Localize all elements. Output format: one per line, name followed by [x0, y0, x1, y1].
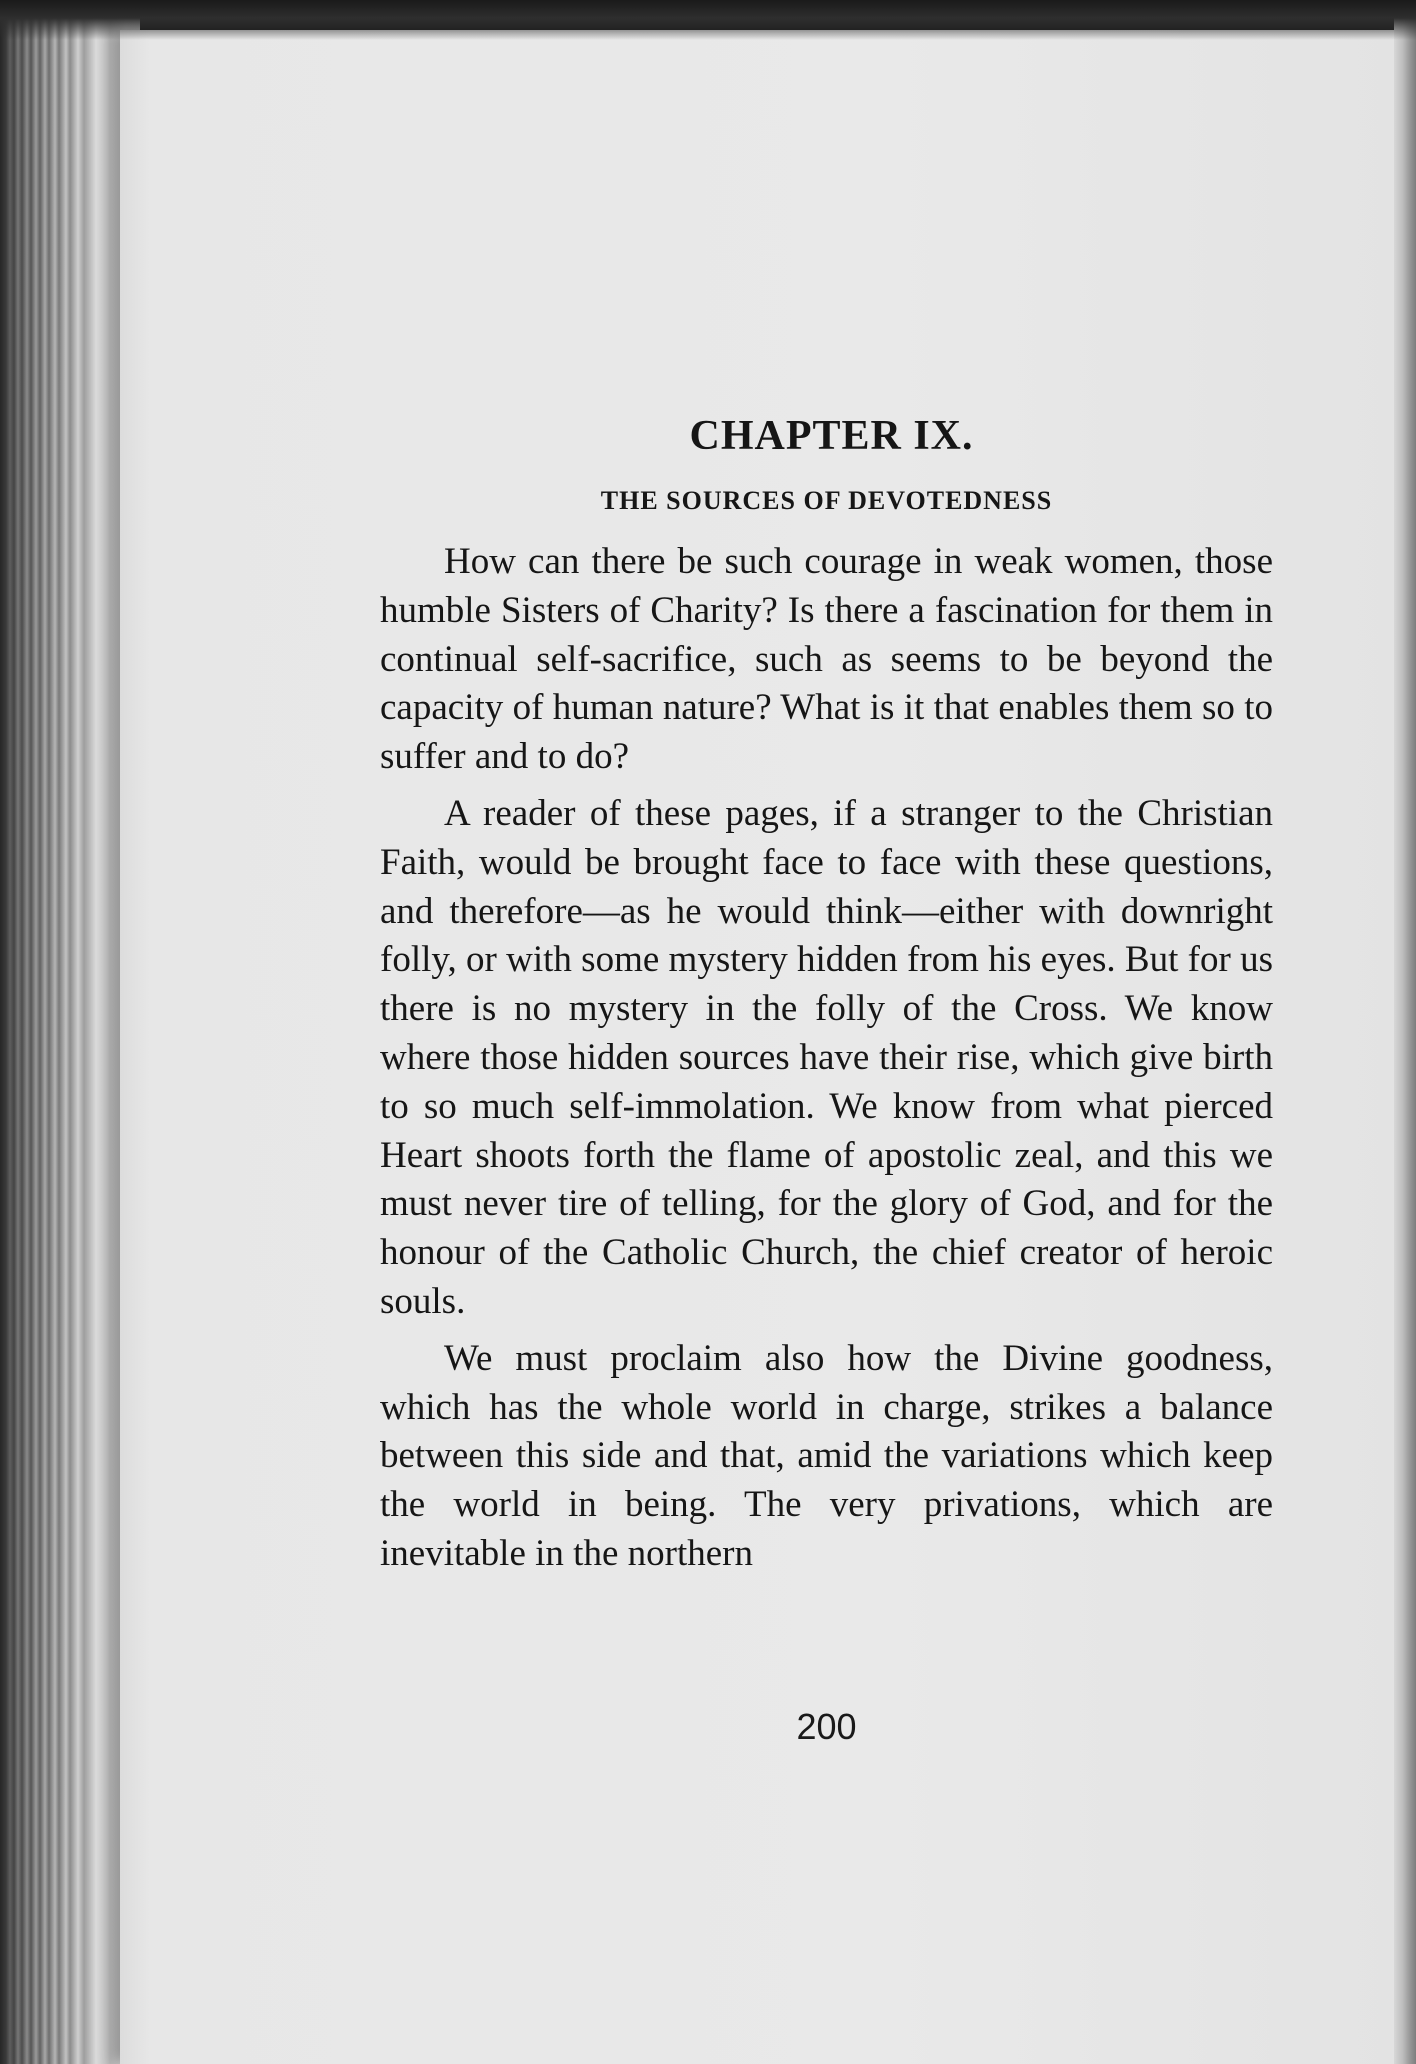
page-number: 200: [796, 1706, 857, 1747]
top-shadow: [0, 0, 1416, 40]
paragraph-2: A reader of these pages, if a stranger to the Christian Faith, would be brought face to face with these questions, and therefore—as he would think—either with downright folly, or with some mystery hidden from his eyes. But for us there is no mystery in the folly of the Cross. We know where those hidden sources have their rise, which give birth to so much self-immolation. We know from what pierced Heart shoots forth the flame of apostolic zeal, and this we must never tire of telling, for the glory of God, and for the honour of the Catholic Church, the chief creator of heroic souls.: [380, 792, 1273, 1322]
chapter-subtitle: THE SOURCES OF DEVOTEDNESS: [600, 486, 1053, 515]
page-right-edge: [1394, 0, 1416, 2064]
paragraph-3: We must proclaim also how the Divine goodness, which has the whole world in charge, strikes a balance between this side and that, amid the variations which keep the world in being. The very privations, which are inevitable in the northern: [380, 1337, 1273, 1574]
page-edges-stack: [0, 0, 140, 2064]
paragraph-1: How can there be such courage in weak women, those humble Sisters of Charity? Is there a fascination for them in continual self-sacrifice, such as seems to be beyond the capacity of human nature? What is it that enables them so to suffer and to do?: [380, 541, 1273, 778]
chapter-title: CHAPTER IX.: [689, 413, 974, 459]
page-text-block: [380, 412, 1273, 1579]
